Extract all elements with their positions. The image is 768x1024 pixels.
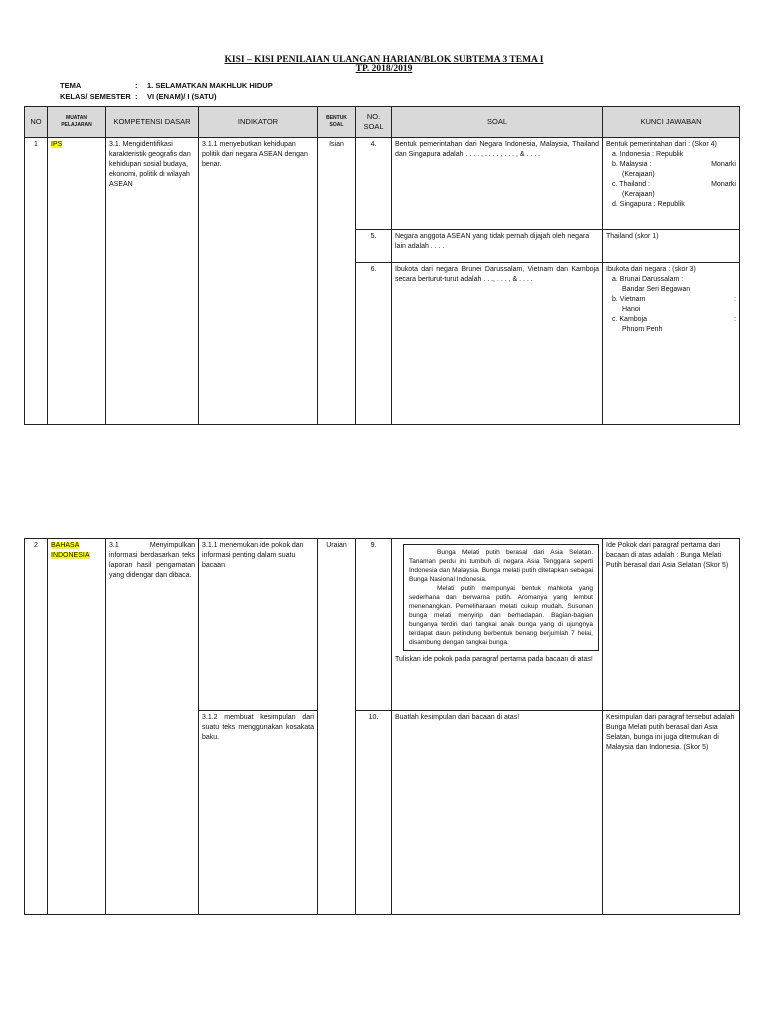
kunci-item-left: c. Kamboja <box>612 316 648 323</box>
row-no: 2 <box>25 539 48 915</box>
col-header-soal: SOAL <box>392 107 603 138</box>
kunci-item-left: b. Vietnam <box>612 296 646 303</box>
kunci-item-sub: Phnom Penh <box>622 326 663 333</box>
soal-cell: Ibukota dari negara Brunei Darussalam, Vietnam dan Kamboja secara berturut-turut adalah . . ., . . . , & . . . . <box>392 263 603 425</box>
muatan-cell <box>48 539 106 915</box>
table-header-row <box>25 107 740 138</box>
soal-cell: Negara anggota ASEAN yang tidak pernah dijajah oleh negara lain adalah . . . . <box>392 230 603 263</box>
col-header-muatan: MUATAN PELAJARAN <box>48 107 106 138</box>
no-soal-cell: 10. <box>356 711 392 915</box>
kunci-cell: Kesimpulan dari paragraf tersebut adalah Bunga Melati putih berasal dari Asia Selatan, bunga ini juga ditemukan di Malaysia dan Indonesia. (Skor 5) <box>603 711 740 915</box>
meta-tema-row <box>60 80 273 91</box>
col-header-no: NO <box>25 107 48 138</box>
kunci-item <box>606 180 736 190</box>
kunci-item-right: : <box>734 296 736 303</box>
tema-label: TEMA <box>60 81 82 90</box>
meta-kelas-row <box>60 91 216 102</box>
kunci-item-sub: Hanoi <box>622 306 641 313</box>
kunci-intro: Bentuk pemerintahan dari : (Skor 4) <box>606 141 717 148</box>
kunci-item-left: b. Malaysia : <box>612 161 652 168</box>
kunci-item-sub: (Kerajaan) <box>622 171 655 178</box>
kunci-item-sub: Bandar Seri Begawan <box>622 286 691 293</box>
bentuk-cell: Uraian <box>318 539 356 915</box>
kunci-item <box>606 295 736 305</box>
no-soal-cell: 9. <box>356 539 392 711</box>
kelas-label: KELAS/ SEMESTER <box>60 92 131 101</box>
kunci-cell <box>603 138 740 230</box>
kunci-cell: Thailand (skor 1) <box>603 230 740 263</box>
kunci-item-sub: (Kerajaan) <box>622 191 655 198</box>
table-row <box>25 539 740 711</box>
passage-paragraph: Bunga Melati putih berasal dari Asia Selatan. Tanaman perdu ini tumbuh di negara Asia Tenggara seperti Indonesia dan Malaysia. Bunga melati putih ditetapkan sebagai Bunga Nasional Indonesia. <box>409 549 593 583</box>
kunci-cell: Ide Pokok dari paragraf pertama dari bacaan di atas adalah : Bunga Melati Putih berasal dari Asia Selatan (Skor 5) <box>603 539 740 711</box>
kunci-item-left: c. Thailand : <box>612 181 651 188</box>
kunci-item: a. Indonesia : Republik <box>612 151 684 158</box>
kunci-item-right: Monarki <box>711 161 736 168</box>
bentuk-cell: Isian <box>318 138 356 425</box>
muatan-ips: IPS <box>51 141 63 148</box>
no-soal-cell: 4. <box>356 138 392 230</box>
kisi-table-ips <box>24 106 740 425</box>
muatan-cell <box>48 138 106 425</box>
document-subtitle: TP. 2018/2019 <box>355 64 413 74</box>
tema-colon: : <box>135 81 138 90</box>
kunci-item <box>606 160 736 170</box>
kunci-item: d. Singapura : Republik <box>612 201 685 208</box>
kelas-colon: : <box>135 92 138 101</box>
kunci-item: a. Brunai Darussalam : <box>612 276 684 283</box>
col-header-indikator: INDIKATOR <box>199 107 318 138</box>
kisi-table-bahasa-indonesia <box>24 538 740 915</box>
col-header-bentuk: BENTUK SOAL <box>318 107 356 138</box>
document-title: KISI – KISI PENILAIAN ULANGAN HARIAN/BLOK SUBTEMA 3 TEMA I <box>224 55 544 65</box>
indikator-cell: 3.1.1 menemukan ide pokok dan informasi penting dalam suatu bacaan <box>199 539 318 711</box>
kunci-item-right: : <box>734 316 736 323</box>
col-header-kompetensi: KOMPETENSI DASAR <box>106 107 199 138</box>
indikator-cell: 3.1.1 menyebutkan kehidupan politik dari negara ASEAN dengan benar. <box>199 138 318 425</box>
row-no: 1 <box>25 138 48 425</box>
table-row <box>25 138 740 230</box>
soal-cell: Bentuk pemerintahan dari Negara Indonesia, Malaysia, Thailand dan Singapura adalah . . . . , . . . . , . . . , & . . . . <box>392 138 603 230</box>
muatan-bahasa-indonesia: BAHASA INDONESIA <box>51 542 90 559</box>
kelas-value: VI (ENAM)/ I (SATU) <box>147 92 217 101</box>
no-soal-cell: 5. <box>356 230 392 263</box>
kunci-item <box>606 315 736 325</box>
indikator-cell: 3.1.2 membuat kesimpulan dari suatu teks menggunakan kosakata baku. <box>199 711 318 915</box>
soal-cell: Buatlah kesimpulan dari bacaan di atas! <box>392 711 603 915</box>
kunci-intro: Ibukota dari negara : (skor 3) <box>606 266 696 273</box>
col-header-kunci: KUNCI JAWABAN <box>603 107 740 138</box>
kompetensi-cell: 3.1. Mengidentifikasi karakteristik geografis dan kehidupan sosial budaya, ekonomi, politik di wilayah ASEAN <box>106 138 199 425</box>
kompetensi-cell: 3.1 Menyimpulkan informasi berdasarkan teks laporan hasil pengamatan yang didengar dan dibaca. <box>106 539 199 915</box>
reading-passage <box>403 544 599 651</box>
soal-cell <box>392 539 603 711</box>
question-text: Tuliskan ide pokok pada paragraf pertama pada bacaan di atas! <box>395 656 593 663</box>
passage-paragraph: Melati putih mempunyai bentuk mahkota yang sederhana dan berwarna putih. Aromanya yang lembut menenangkan. Pemeliharaan melati cukup mudah. Susunan bunga melati menyirip dan berhadapan. Bagian-bagian bunganya terdiri dari tangkai anak bunga yang di ujungnya terdapat daun pelindung berbentuk benang berjumlah 7 helai, disambung dengan tangkai bunga. <box>409 585 593 646</box>
no-soal-cell: 6. <box>356 263 392 425</box>
kunci-cell <box>603 263 740 425</box>
col-header-no-soal: NO. SOAL <box>356 107 392 138</box>
kunci-item-right: Monarki <box>711 181 736 188</box>
tema-value: 1. SELAMATKAN MAKHLUK HIDUP <box>147 81 273 90</box>
